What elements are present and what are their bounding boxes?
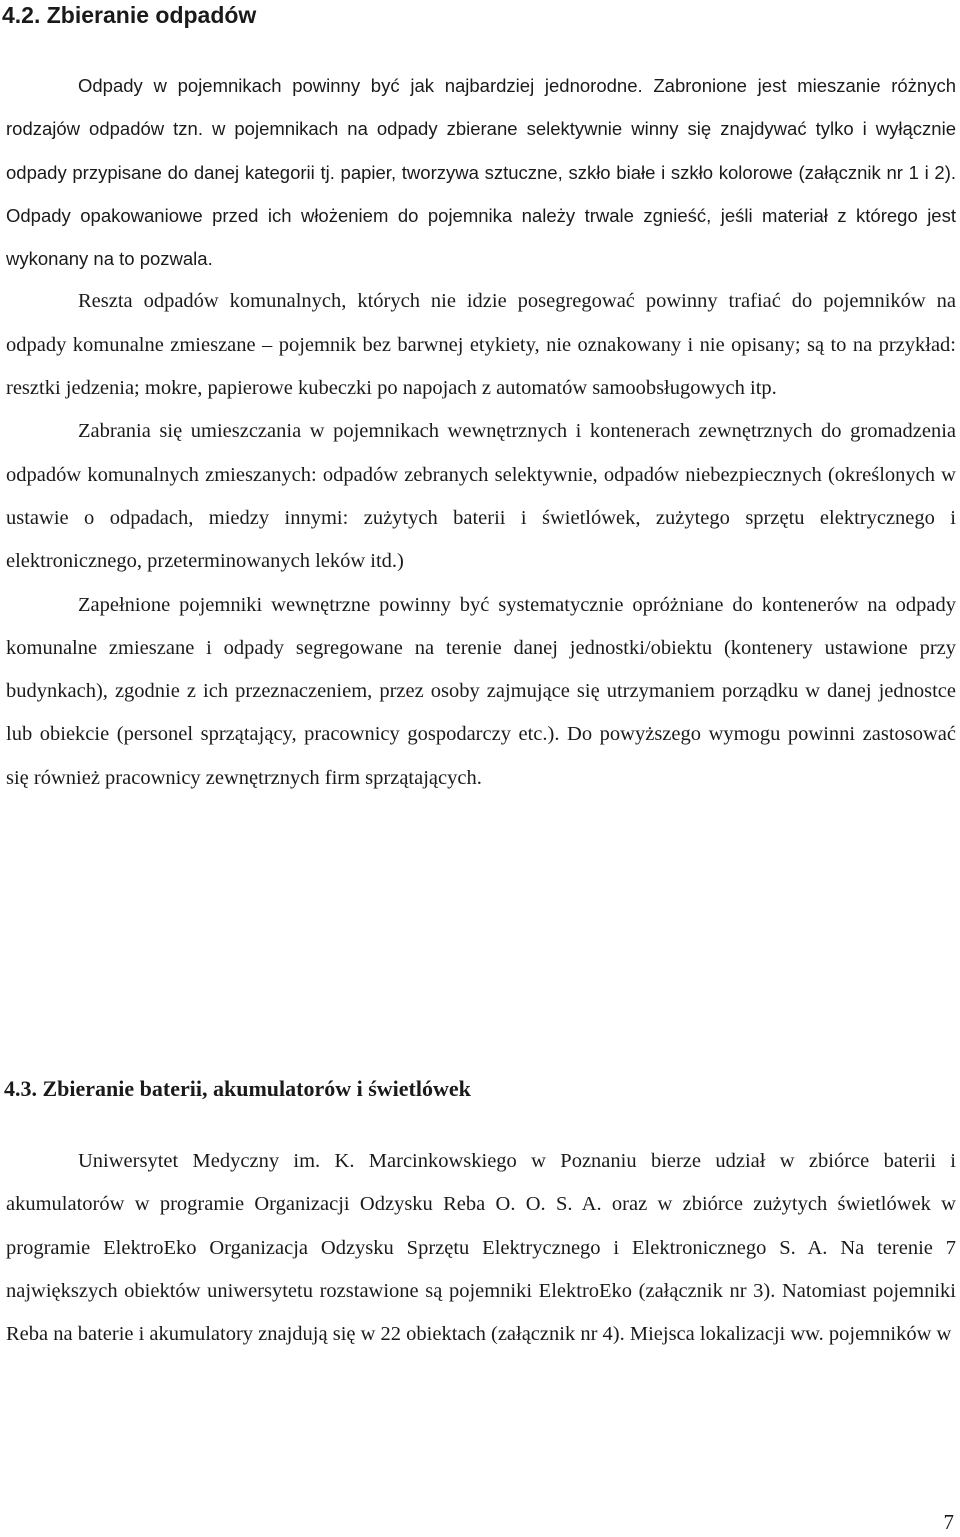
section-4-3-body [6,1140,956,1356]
section-4-2-body [6,64,956,800]
page-number: 7 [943,1510,954,1534]
section-4-2-heading: 4.2. Zbieranie odpadów [2,2,257,28]
paragraph-container-rules: Odpady w pojemnikach powinny być jak najbardziej jednorodne. Zabronione jest mieszanie różnych rodzajów odpadów tzn. w pojemnikach na odpady zbierane selektywnie winny się znajdywać tylko i wyłącznie odpady przypisane do danej kategorii tj. papier, tworzywa sztuczne, szkło białe i szkło kolorowe (załącznik nr 1 i 2). Odpady opakowaniowe przed ich włożeniem do pojemnika należy trwale zgnieść, jeśli materiał z którego jest wykonany na to pozwala. [6,75,956,270]
paragraph-mixed-waste: Reszta odpadów komunalnych, których nie idzie posegregować powinny trafiać do pojemników na odpady komunalne zmieszane – pojemnik bez barwnej etykiety, nie oznakowany i nie opisany; są to na przykład: resztki jedzenia; mokre, papierowe kubeczki po napojach z automatów samoobsługowych itp. [6,290,956,400]
paragraph-prohibitions: Zabrania się umieszczania w pojemnikach wewnętrznych i kontenerach zewnętrznych do gromadzenia odpadów komunalnych zmieszanych: odpadów zebranych selektywnie, odpadów niebezpiecznych (określonych w ustawie o odpadach, miedzy innymi: zużytych baterii i świetlówek, zużytego sprzętu elektrycznego i elektronicznego, przeterminowanych leków itd.) [6,420,956,573]
paragraph-battery-collection: Uniwersytet Medyczny im. K. Marcinkowskiego w Poznaniu bierze udział w zbiórce baterii i akumulatorów w programie Organizacji Odzysku Reba O. O. S. A. oraz w zbiórce zużytych świetlówek w programie ElektroEko Organizacja Odzysku Sprzętu Elektrycznego i Elektronicznego S. A. Na terenie 7 największych obiektów uniwersytetu rozstawione są pojemniki ElektroEko (załącznik nr 3). Natomiast pojemniki Reba na baterie i akumulatory znajdują się w 22 obiektach (załącznik nr 4). Miejsca lokalizacji ww. pojemników w [6,1150,956,1346]
paragraph-emptying: Zapełnione pojemniki wewnętrzne powinny być systematycznie opróżniane do kontenerów na odpady komunalne zmieszane i odpady segregowane na terenie danej jednostki/obiektu (kontenery ustawione przy budynkach), zgodnie z ich przeznaczeniem, przez osoby zajmujące się utrzymaniem porządku w danej jednostce lub obiekcie (personel sprzątający, pracownicy gospodarczy etc.). Do powyższego wymogu powinni zastosować się również pracownicy zewnętrznych firm sprzątających. [6,593,956,789]
section-4-3-heading: 4.3. Zbieranie baterii, akumulatorów i świetlówek [4,1076,471,1101]
